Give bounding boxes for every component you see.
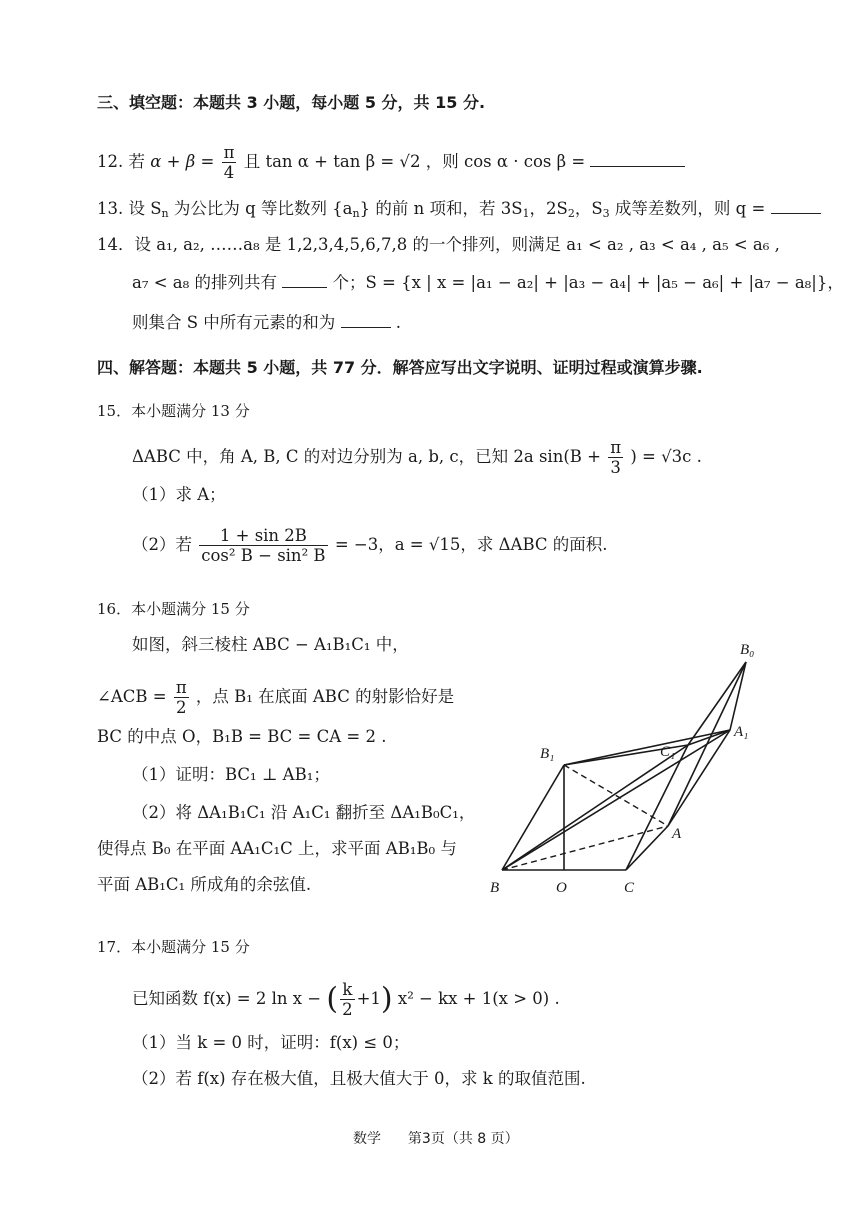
- q15-frac2-den: cos² B − sin² B: [201, 546, 326, 565]
- q13-text-i: ，S: [574, 199, 603, 218]
- q16-part-2b: 使得点 B₀ 在平面 AA₁C₁C 上，求平面 AB₁B₀ 与: [97, 839, 457, 858]
- edge-C-A: [626, 826, 668, 870]
- label-B1: B₁: [540, 746, 555, 762]
- question-12: [97, 143, 685, 182]
- q12-number: 12.: [97, 152, 124, 171]
- q12-conj: 且: [243, 152, 261, 171]
- q12-ask: cos α · cos β =: [463, 152, 586, 171]
- label-C1: C₁: [660, 744, 676, 760]
- q12-prefix: 若: [128, 152, 145, 171]
- q16-part-2c: 平面 AB₁C₁ 所成角的余弦值.: [97, 875, 312, 894]
- q17-part-1: （1）当 k = 0 时，证明：f(x) ≤ 0；: [132, 1033, 410, 1052]
- q14-sum-blank[interactable]: [341, 313, 391, 328]
- q16-frac-num: π: [175, 678, 187, 697]
- q15-part-1: （1）求 A；: [132, 485, 226, 504]
- footer-page: 第3页（共 8 页）: [407, 1131, 519, 1147]
- footer: [353, 1128, 519, 1150]
- edge-B0-A: [668, 662, 749, 826]
- q13-answer-blank[interactable]: [771, 199, 821, 214]
- q12-frac-num: π: [223, 143, 235, 162]
- q17-k-over-2: [340, 980, 355, 1019]
- q15-intro-a: ΔABC 中，角 A, B, C 的对边分别为 a, b, c，已知 2a sin(B +: [132, 447, 601, 466]
- label-C: C: [624, 880, 635, 896]
- q16-line1: 如图，斜三棱柱 ABC − A₁B₁C₁ 中，: [132, 635, 409, 654]
- q16-frac-den: 2: [175, 698, 187, 717]
- q17-f-a: 已知函数 f(x) = 2 ln x −: [132, 989, 322, 1008]
- q12-cond1: α + β =: [150, 152, 215, 171]
- q12-answer-blank[interactable]: [590, 152, 685, 167]
- label-A1: A₁: [734, 724, 749, 740]
- q12-then: ，则: [425, 152, 459, 171]
- q14-line3-end: .: [395, 313, 402, 332]
- question-14-line3: [132, 312, 401, 334]
- question-13: [97, 198, 821, 225]
- label-B: B: [490, 880, 500, 896]
- q15-fraction: [199, 526, 327, 565]
- q13-text-k: 成等差数列，则 q =: [609, 199, 766, 218]
- q15-part-2: [132, 526, 608, 565]
- q15-header: 15．本小题满分 13 分: [97, 402, 250, 420]
- q16-line2: [97, 678, 454, 717]
- q17-frac-num: k: [340, 980, 355, 1000]
- q13-sub-1: 1: [522, 207, 530, 220]
- q16-part-2a: （2）将 ΔA₁B₁C₁ 沿 A₁C₁ 翻折至 ΔA₁B₀C₁，: [132, 803, 476, 822]
- q16-line3: BC 的中点 O，B₁B = BC = CA = 2 .: [97, 727, 387, 746]
- q17-f-b: +1: [356, 989, 381, 1008]
- q13-sub-n2: n: [352, 207, 360, 220]
- prism-figure: [480, 630, 780, 905]
- q13-text-e: } 的前 n 项和，若 3S: [359, 199, 523, 218]
- q12-pi-over-4: [222, 143, 237, 182]
- edge-A-A1: [668, 730, 730, 826]
- q16-part-1: （1）证明：BC₁ ⊥ AB₁；: [132, 765, 330, 784]
- q17-paren-open: (: [326, 981, 339, 1017]
- q15-frac-den: 3: [610, 458, 621, 477]
- q12-cond2: tan α + tan β = √2: [265, 152, 421, 171]
- q17-f-c: x² − kx + 1(x > 0) .: [397, 989, 560, 1008]
- edge-B1-A-dashed: [564, 765, 668, 826]
- q12-frac-den: 4: [223, 163, 235, 182]
- q13-text-g: ，2S: [529, 199, 568, 218]
- q15-frac2-num: 1 + sin 2B: [199, 526, 327, 546]
- edge-B-B1: [502, 765, 564, 870]
- label-O: O: [556, 880, 567, 896]
- q15-p2-b: = −3，a = √15，求 ΔABC 的面积.: [334, 535, 608, 554]
- q13-sub-2: 2: [567, 207, 575, 220]
- footer-subject: 数学: [353, 1131, 381, 1147]
- q13-text-a: 13. 设 S: [97, 199, 162, 218]
- q17-frac-den: 2: [342, 1000, 353, 1019]
- q15-frac-num: π: [610, 438, 622, 457]
- q15-pi-over-3: [608, 438, 623, 477]
- q15-p2-a: （2）若: [132, 535, 192, 554]
- q13-sub-3: 3: [602, 207, 610, 220]
- q16-l2-a: ∠ACB =: [97, 687, 167, 706]
- q17-function: [132, 980, 560, 1019]
- question-14-line2: [132, 272, 844, 294]
- label-B0: B₀: [740, 642, 755, 658]
- section-4-title: 四、解答题：本题共 5 小题，共 77 分．解答应写出文字说明、证明过程或演算步骤.: [97, 358, 703, 377]
- q14-count-blank[interactable]: [282, 273, 327, 288]
- q16-pi-over-2: [174, 678, 189, 717]
- q13-text-c: 为公比为 q 等比数列 {a: [168, 199, 353, 218]
- edge-B-C1: [502, 745, 688, 870]
- q15-intro-b: ) = √3c .: [630, 447, 702, 466]
- q17-header: 17．本小题满分 15 分: [97, 938, 250, 956]
- section-3-title: 三、填空题：本题共 3 小题，每小题 5 分，共 15 分.: [97, 93, 486, 112]
- q17-part-2: （2）若 f(x) 存在极大值，且极大值大于 0，求 k 的取值范围.: [132, 1069, 586, 1088]
- q14-line2-a: a₇ < a₈ 的排列共有: [132, 273, 277, 292]
- q14-line2-b: 个；S = {x | x = |a₁ − a₂| + |a₃ − a₄| + |a₅ − a₆| + |a₇ − a₈|}，: [332, 273, 844, 292]
- question-14-line1: 14．设 a₁, a₂, ……a₈ 是 1,2,3,4,5,6,7,8 的一个排列，则满足 a₁ < a₂ , a₃ < a₄ , a₅ < a₆ ,: [97, 235, 780, 254]
- q16-l2-b: ，点 B₁ 在底面 ABC 的射影恰好是: [195, 687, 455, 706]
- label-A: A: [672, 826, 682, 842]
- q13-sub-n: n: [161, 207, 169, 220]
- q15-intro: [132, 438, 702, 477]
- q17-paren-close: ): [380, 981, 393, 1017]
- q14-line3-text: 则集合 S 中所有元素的和为: [132, 313, 336, 332]
- edge-B-A1: [502, 730, 730, 870]
- q16-header: 16．本小题满分 15 分: [97, 600, 250, 618]
- edge-B-A-dashed: [502, 826, 668, 870]
